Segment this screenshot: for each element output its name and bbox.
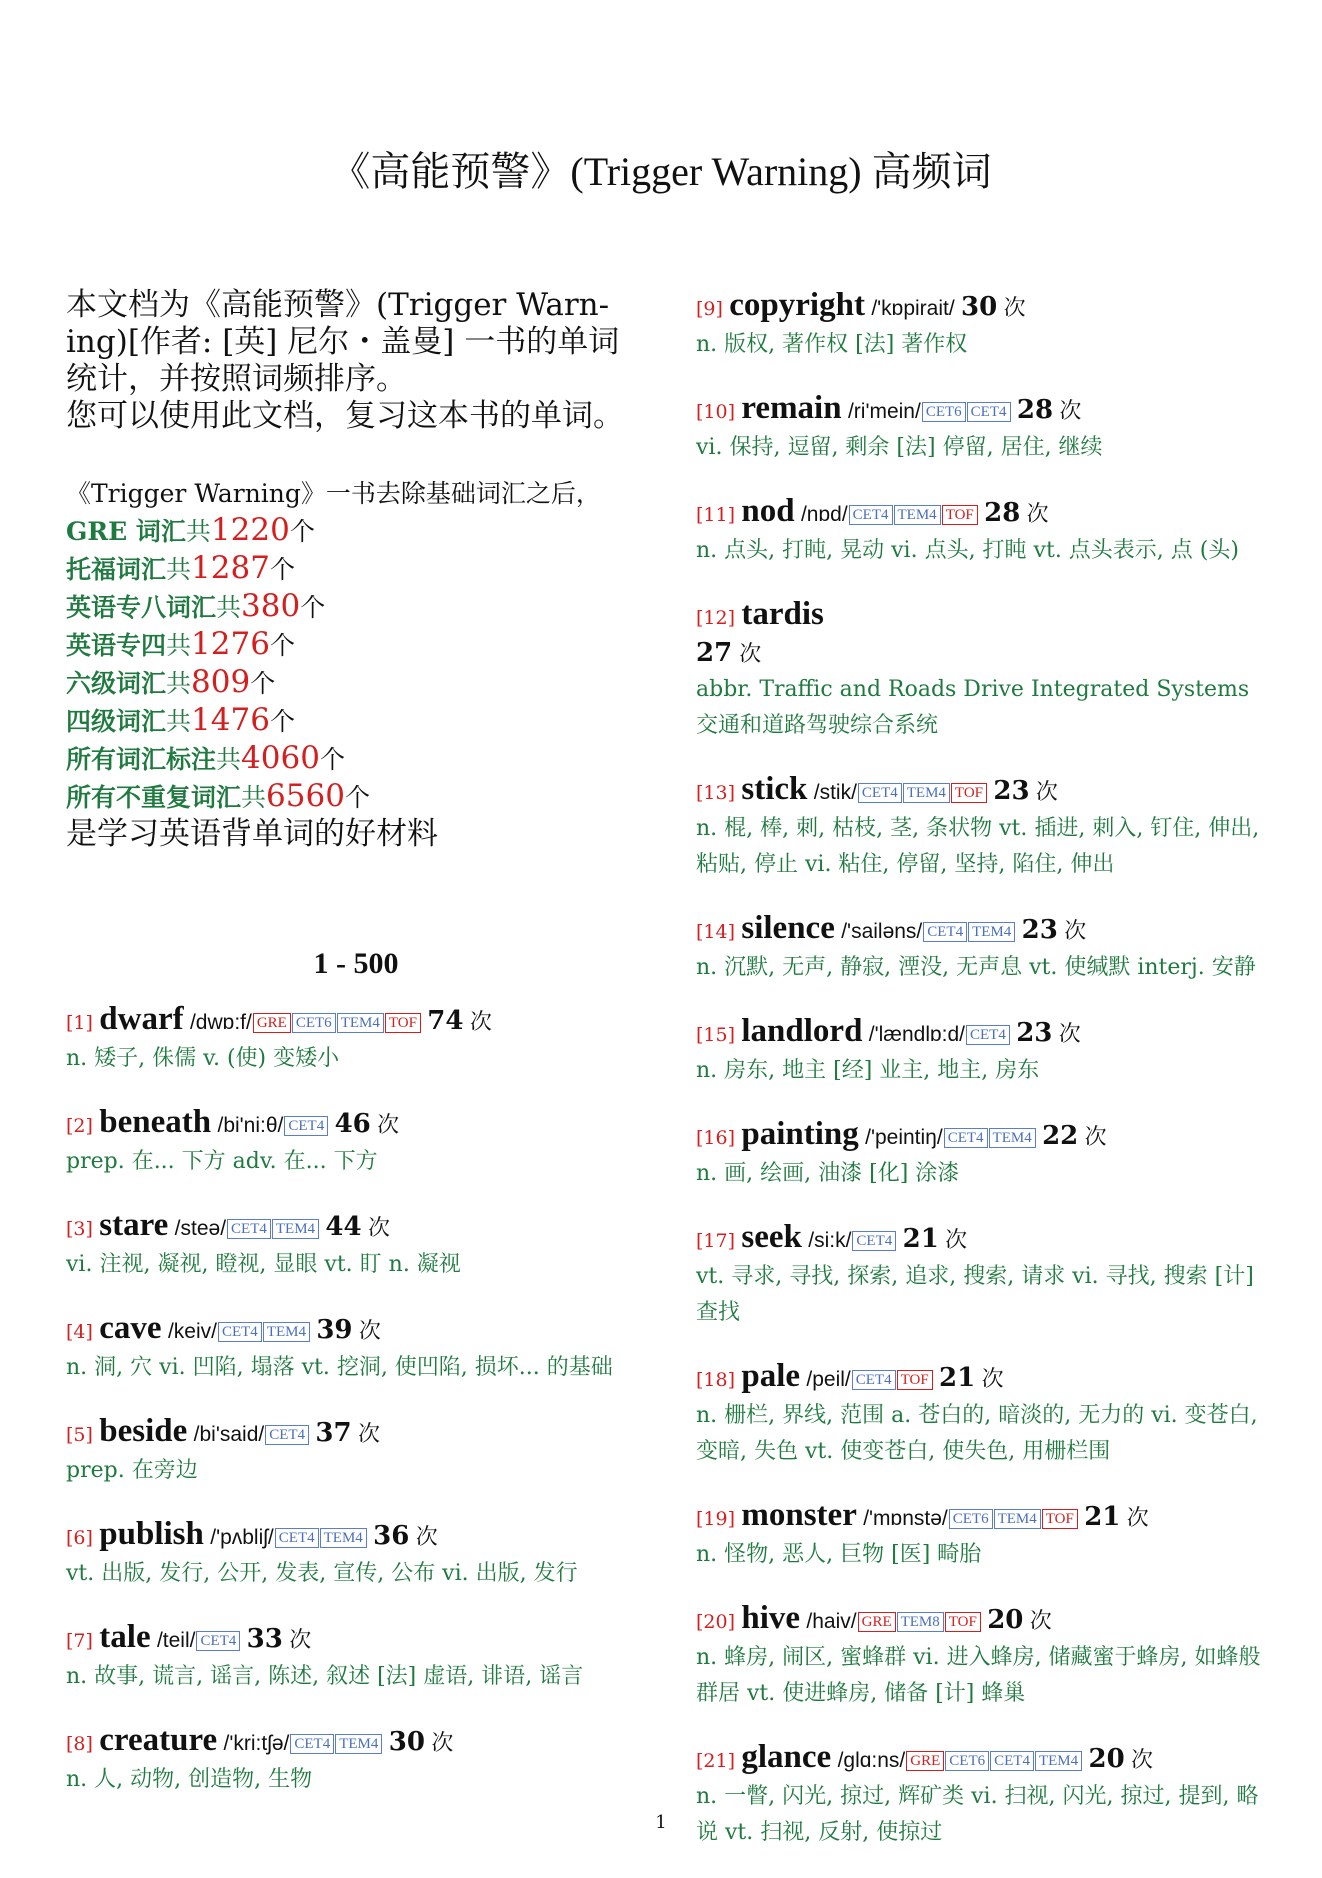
vocabulary-stats [66, 475, 646, 853]
stat-gong: 共 [166, 555, 192, 584]
stat-count: 1476 [191, 702, 270, 738]
word-entry [66, 1207, 646, 1283]
stats-rows [66, 512, 646, 816]
entry-index: [18] [696, 1369, 736, 1391]
exam-tag: CET4 [284, 1116, 328, 1136]
entry-phonetic: /bi'ni:θ/ [217, 1114, 284, 1137]
entry-frequency: 36 [373, 1521, 410, 1551]
entry-index: [11] [696, 504, 736, 526]
stat-unit: 个 [250, 669, 276, 698]
range-heading: 1 - 500 [313, 947, 399, 980]
entry-definition: n. 版权, 著作权 [法] 著作权 [696, 332, 968, 357]
stat-label: 四级词汇 [66, 707, 167, 736]
stat-unit: 个 [269, 631, 295, 660]
entry-phonetic: /'kri:tʃə/ [223, 1732, 290, 1755]
entry-header [696, 390, 1266, 430]
exam-tag: TEM4 [263, 1322, 310, 1342]
frequency-unit: 次 [357, 1422, 380, 1447]
stat-label: 托福词汇 [66, 555, 167, 584]
entry-phonetic: /peil/ [806, 1368, 851, 1391]
word-entry [66, 1722, 646, 1798]
entry-index: [20] [696, 1611, 736, 1633]
entry-frequency: 23 [1016, 1018, 1053, 1048]
exam-tag: TOF [897, 1370, 933, 1390]
stat-gong: 共 [216, 745, 242, 774]
frequency-unit: 次 [469, 1010, 492, 1035]
entry-word: monster [741, 1497, 857, 1533]
frequency-unit: 次 [1029, 1609, 1052, 1634]
stat-gong: 共 [216, 593, 242, 622]
entry-frequency: 21 [939, 1363, 976, 1393]
entry-word: tardis [741, 596, 824, 632]
entry-phonetic: /'kɒpirait/ [871, 297, 955, 320]
entry-phonetic: /'peintiŋ/ [865, 1126, 943, 1149]
entry-header [696, 493, 1266, 533]
entry-index: [10] [696, 401, 736, 423]
frequency-unit: 次 [1064, 919, 1087, 944]
stat-gong: 共 [241, 783, 267, 812]
frequency-unit: 次 [1058, 1022, 1081, 1047]
entry-index: [1] [66, 1012, 93, 1034]
exam-tag: CET4 [290, 1734, 334, 1754]
entry-phonetic: /'pʌbliʃ/ [210, 1526, 274, 1549]
page-title: 《高能预警》(Trigger Warning) 高频词 [330, 149, 992, 194]
entry-index: [13] [696, 782, 736, 804]
entry-frequency: 30 [388, 1727, 425, 1757]
stat-label: 英语专八词汇 [66, 593, 217, 622]
entry-definition: n. 栅栏, 界线, 范围 a. 苍白的, 暗淡的, 无力的 vi. 变苍白, 变暗, 失色 vt. 使变苍白, 使失色, 用栅栏围 [696, 1403, 1258, 1464]
word-entry [696, 1739, 1266, 1851]
exam-tag: CET4 [852, 1231, 896, 1251]
stat-count: 1287 [191, 550, 270, 586]
entry-phonetic: /ri'mein/ [847, 400, 921, 423]
word-entry [696, 910, 1266, 986]
stat-unit: 个 [269, 707, 295, 736]
entry-word: stare [99, 1207, 169, 1243]
word-entry [696, 771, 1266, 883]
stat-row [66, 778, 646, 816]
entry-header [66, 1722, 646, 1762]
entry-phonetic: /si:k/ [808, 1229, 852, 1252]
entry-word: landlord [741, 1013, 863, 1049]
entry-header [696, 1600, 1266, 1640]
exam-tag: TEM4 [320, 1528, 367, 1548]
exam-tag: TOF [945, 1612, 981, 1632]
entry-header [66, 1413, 646, 1453]
entry-frequency: 46 [334, 1109, 371, 1139]
word-entry [66, 1619, 646, 1695]
frequency-unit: 次 [377, 1113, 400, 1138]
exam-tag: GRE [858, 1612, 896, 1632]
stat-unit: 个 [344, 783, 370, 812]
exam-tag: TOF [951, 783, 987, 803]
frequency-unit: 次 [945, 1228, 968, 1253]
entry-phonetic: /'lændlɒ:d/ [868, 1023, 966, 1046]
entry-definition: prep. 在... 下方 adv. 在... 下方 [66, 1149, 378, 1174]
entry-definition: n. 洞, 穴 vi. 凹陷, 塌落 vt. 挖洞, 使凹陷, 损坏... 的基础 [66, 1355, 613, 1380]
word-entry [66, 1310, 646, 1386]
exam-tag: CET4 [265, 1425, 309, 1445]
entry-definition: n. 人, 动物, 创造物, 生物 [66, 1767, 313, 1792]
stat-unit: 个 [319, 745, 345, 774]
exam-tag: TEM4 [989, 1128, 1036, 1148]
stat-unit: 个 [289, 517, 315, 546]
entry-phonetic: /bi'said/ [193, 1423, 265, 1446]
word-entry [696, 493, 1266, 569]
entry-word: nod [741, 493, 795, 529]
intro-paragraph [66, 287, 646, 435]
word-entry [66, 1516, 646, 1592]
word-entry [696, 390, 1266, 466]
entry-definition: prep. 在旁边 [66, 1458, 198, 1483]
entry-frequency: 21 [1084, 1502, 1121, 1532]
entry-definition: n. 怪物, 恶人, 巨物 [医] 畸胎 [696, 1542, 982, 1567]
entry-phonetic: /haiv/ [806, 1610, 857, 1633]
entry-definition: vi. 保持, 逗留, 剩余 [法] 停留, 居住, 继续 [696, 435, 1103, 460]
exam-tag: TOF [942, 505, 978, 525]
entry-header [696, 910, 1266, 950]
exam-tag: CET4 [966, 1025, 1010, 1045]
stat-label: 所有词汇标注 [66, 745, 217, 774]
exam-tag: CET6 [945, 1751, 989, 1771]
entry-word: silence [741, 910, 835, 946]
frequency-unit: 次 [1126, 1506, 1149, 1531]
entry-header [696, 1358, 1266, 1398]
entry-index: [15] [696, 1024, 736, 1046]
word-entry [66, 1001, 646, 1077]
entry-word: hive [741, 1600, 801, 1636]
entry-phonetic: /'sailəns/ [841, 920, 923, 943]
entry-frequency: 20 [1088, 1744, 1125, 1774]
entry-word: stick [741, 771, 808, 807]
entry-definition: n. 矮子, 侏儒 v. (使) 变矮小 [66, 1046, 340, 1071]
exam-tag: CET4 [275, 1528, 319, 1548]
entry-frequency: 27 [696, 638, 733, 668]
exam-tag: CET4 [858, 783, 902, 803]
stat-label: 所有不重复词汇 [66, 783, 242, 812]
entry-frequency: 33 [246, 1624, 283, 1654]
entry-frequency: 37 [315, 1418, 352, 1448]
word-entry [696, 1116, 1266, 1192]
exam-tag: CET6 [949, 1509, 993, 1529]
entry-frequency: 22 [1042, 1121, 1079, 1151]
stat-count: 6560 [266, 778, 345, 814]
entry-header [696, 1013, 1266, 1053]
entry-definition: n. 棍, 棒, 刺, 枯枝, 茎, 条状物 vt. 插进, 刺入, 钉住, 伸出, 粘贴, 停止 vi. 粘住, 停留, 坚持, 陷住, 伸出 [696, 816, 1260, 877]
stat-count: 809 [191, 664, 251, 700]
exam-tag: TEM8 [897, 1612, 944, 1632]
word-entry [696, 1600, 1266, 1712]
entry-header [696, 1116, 1266, 1156]
stat-count: 4060 [241, 740, 320, 776]
entry-header [66, 1516, 646, 1556]
entry-frequency: 74 [427, 1006, 464, 1036]
entry-frequency: 20 [987, 1605, 1024, 1635]
stats-lead: 《Trigger Warning》一书去除基础词汇之后， [66, 479, 601, 508]
entry-word: copyright [729, 287, 865, 323]
exam-tag: CET4 [218, 1322, 262, 1342]
entry-phonetic: /teil/ [156, 1629, 196, 1652]
stat-unit: 个 [300, 593, 326, 622]
entry-phonetic: /'mɒnstə/ [863, 1507, 948, 1530]
frequency-unit: 次 [431, 1731, 454, 1756]
entry-index: [7] [66, 1630, 93, 1652]
entry-frequency: 39 [316, 1315, 353, 1345]
entry-definition: vt. 寻求, 寻找, 探索, 追求, 搜索, 请求 vi. 寻找, 搜索 [计] 查找 [696, 1264, 1254, 1325]
entry-header [696, 287, 1266, 327]
entry-index: [4] [66, 1321, 93, 1343]
left-column [66, 287, 646, 1825]
frequency-unit: 次 [1059, 399, 1082, 424]
stat-row [66, 512, 646, 550]
frequency-unit: 次 [981, 1367, 1004, 1392]
entry-header [66, 1104, 646, 1144]
entry-index: [16] [696, 1127, 736, 1149]
entry-definition: vi. 注视, 凝视, 瞪视, 显眼 vt. 盯 n. 凝视 [66, 1252, 461, 1277]
entry-phonetic: /nɒd/ [800, 503, 848, 526]
entry-frequency: 44 [325, 1212, 362, 1242]
entry-header [66, 1001, 646, 1041]
word-entry [696, 1013, 1266, 1089]
entry-frequency: 30 [961, 292, 998, 322]
entry-word: publish [99, 1516, 204, 1552]
entry-word: pale [741, 1358, 801, 1394]
exam-tag: TOF [1042, 1509, 1078, 1529]
entry-index: [2] [66, 1115, 93, 1137]
entry-header [696, 1219, 1266, 1259]
exam-tag: CET4 [852, 1370, 896, 1390]
entry-header [696, 596, 1266, 636]
entry-phonetic: /glɑ:ns/ [837, 1749, 906, 1772]
stat-label: 六级词汇 [66, 669, 167, 698]
entry-definition: n. 房东, 地主 [经] 业主, 地主, 房东 [696, 1058, 1040, 1083]
exam-tag: CET4 [196, 1631, 240, 1651]
exam-tag: CET6 [922, 402, 966, 422]
entry-frequency-line [696, 636, 1266, 672]
entry-word: glance [741, 1739, 832, 1775]
exam-tag: CET4 [227, 1219, 271, 1239]
frequency-unit: 次 [289, 1628, 312, 1653]
entry-definition: n. 蜂房, 闹区, 蜜蜂群 vi. 进入蜂房, 储藏蜜于蜂房, 如蜂般群居 vt. 使进蜂房, 储备 [计] 蜂巢 [696, 1645, 1261, 1706]
exam-tag: GRE [253, 1013, 291, 1033]
entries-right [696, 287, 1266, 1851]
frequency-unit: 次 [415, 1525, 438, 1550]
entry-phonetic: /dwɒ:f/ [189, 1011, 252, 1034]
stat-gong: 共 [166, 669, 192, 698]
entry-index: [9] [696, 298, 723, 320]
frequency-unit: 次 [1131, 1748, 1154, 1773]
stat-unit: 个 [269, 555, 295, 584]
exam-tag: CET6 [292, 1013, 336, 1033]
entry-index: [21] [696, 1750, 736, 1772]
entry-definition: abbr. Traffic and Roads Drive Integrated Systems 交通和道路驾驶综合系统 [696, 677, 1250, 738]
entry-frequency: 23 [1021, 915, 1058, 945]
entry-phonetic: /stik/ [813, 781, 857, 804]
frequency-unit: 次 [1003, 296, 1026, 321]
exam-tag: CET4 [967, 402, 1011, 422]
stat-row [66, 702, 646, 740]
entry-definition: n. 一瞥, 闪光, 掠过, 辉矿类 vi. 扫视, 闪光, 掠过, 提到, 略说 vt. 扫视, 反射, 使掠过 [696, 1784, 1259, 1845]
entry-definition: vt. 出版, 发行, 公开, 发表, 宣传, 公布 vi. 出版, 发行 [66, 1561, 578, 1586]
stat-label: GRE 词汇 [66, 517, 186, 546]
stat-label: 英语专四 [66, 631, 167, 660]
intro-line: 您可以使用此文档，复习这本书的单词。 [66, 398, 624, 434]
entry-index: [5] [66, 1424, 93, 1446]
word-entry [66, 1413, 646, 1489]
intro-line: 本文档为《高能预警》(Trigger Warn-ing)[作者: [英] 尼尔・盖曼] 一书的单词统计，并按照词频排序。 [66, 287, 620, 397]
stat-gong: 共 [185, 517, 211, 546]
entry-word: dwarf [99, 1001, 184, 1037]
exam-tag: TEM4 [968, 922, 1015, 942]
entry-header [696, 1739, 1266, 1779]
stat-row [66, 664, 646, 702]
stat-row [66, 550, 646, 588]
entry-phonetic: /steə/ [174, 1217, 227, 1240]
stat-gong: 共 [166, 631, 192, 660]
stat-count: 1276 [191, 626, 270, 662]
entry-header [66, 1619, 646, 1659]
entry-word: tale [99, 1619, 151, 1655]
word-entry [696, 1358, 1266, 1470]
entry-word: creature [99, 1722, 218, 1758]
exam-tag: TEM4 [1035, 1751, 1082, 1771]
entry-index: [3] [66, 1218, 93, 1240]
entry-definition: n. 画, 绘画, 油漆 [化] 涂漆 [696, 1161, 960, 1186]
exam-tag: GRE [906, 1751, 944, 1771]
page-number: 1 [655, 1812, 667, 1833]
entry-definition: n. 沉默, 无声, 静寂, 湮没, 无声息 vt. 使缄默 interj. 安静 [696, 955, 1256, 980]
exam-tag: TEM4 [272, 1219, 319, 1239]
word-entry [696, 1497, 1266, 1573]
stat-count: 380 [241, 588, 301, 624]
word-entry [696, 1219, 1266, 1331]
entry-index: [12] [696, 607, 736, 629]
exam-tag: CET4 [990, 1751, 1034, 1771]
entry-header [66, 1207, 646, 1247]
frequency-unit: 次 [1084, 1125, 1107, 1150]
entry-index: [8] [66, 1733, 93, 1755]
entry-frequency: 21 [902, 1224, 939, 1254]
entry-word: beneath [99, 1104, 212, 1140]
entry-frequency: 28 [984, 498, 1021, 528]
word-entry [66, 1104, 646, 1180]
exam-tag: TEM4 [894, 505, 941, 525]
stat-row [66, 740, 646, 778]
stat-gong: 共 [166, 707, 192, 736]
exam-tag: TEM4 [335, 1734, 382, 1754]
frequency-unit: 次 [358, 1319, 381, 1344]
entry-index: [14] [696, 921, 736, 943]
exam-tag: TOF [385, 1013, 421, 1033]
entry-index: [19] [696, 1508, 736, 1530]
frequency-unit: 次 [1035, 780, 1058, 805]
stats-tail: 是学习英语背单词的好材料 [66, 816, 438, 852]
stat-count: 1220 [210, 512, 290, 548]
entry-definition: n. 点头, 打盹, 晃动 vi. 点头, 打盹 vt. 点头表示, 点 (头) [696, 538, 1239, 563]
exam-tag: TEM4 [903, 783, 950, 803]
entry-header [696, 1497, 1266, 1537]
stat-row [66, 626, 646, 664]
entry-frequency: 28 [1016, 395, 1054, 425]
entry-word: remain [741, 390, 842, 426]
entry-word: beside [99, 1413, 188, 1449]
entry-word: painting [741, 1116, 859, 1152]
entry-phonetic: /keiv/ [167, 1320, 217, 1343]
frequency-unit: 次 [739, 642, 762, 667]
word-entry [696, 596, 1266, 744]
entry-header [66, 1310, 646, 1350]
entry-word: cave [99, 1310, 162, 1346]
entry-index: [6] [66, 1527, 93, 1549]
exam-tag: TEM4 [337, 1013, 384, 1033]
entry-frequency: 23 [993, 776, 1030, 806]
entries-left [66, 1001, 646, 1798]
frequency-unit: 次 [1026, 502, 1049, 527]
exam-tag: CET4 [849, 505, 893, 525]
entry-definition: n. 故事, 谎言, 谣言, 陈述, 叙述 [法] 虚语, 诽语, 谣言 [66, 1664, 584, 1689]
frequency-unit: 次 [367, 1216, 390, 1241]
entry-index: [17] [696, 1230, 736, 1252]
exam-tag: CET4 [923, 922, 967, 942]
entry-header [696, 771, 1266, 811]
word-entry [696, 287, 1266, 363]
entry-word: seek [741, 1219, 802, 1255]
exam-tag: TEM4 [994, 1509, 1041, 1529]
stat-row [66, 588, 646, 626]
right-column [696, 287, 1266, 1878]
exam-tag: CET4 [944, 1128, 988, 1148]
